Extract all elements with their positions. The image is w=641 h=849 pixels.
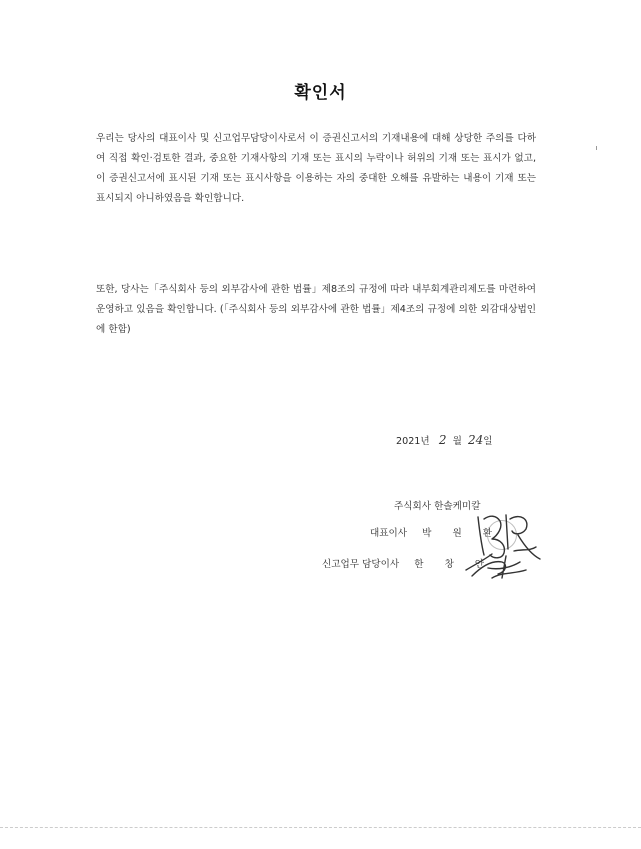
ceo-title: 대표이사 bbox=[370, 528, 408, 539]
officer-handwritten-signature bbox=[462, 548, 532, 582]
date-day-value: 24 bbox=[467, 433, 484, 447]
company-name: 주식회사 한솔케미칼 bbox=[394, 501, 481, 512]
confirmation-paragraph: 우리는 당사의 대표이사 및 신고업무담당이사로서 이 증권신고서의 기재내용에 대해 상당한 주의를 다하여 직접 확인·검토한 결과, 중요한 기재사항의 기재 또는 표시의 누락이나 허위의 기재 또는 표시가 없고, 이 증권신고서에 표시된 기재 또는 표시사항을 이용하는 자의 중대한 오해를 유발하는 내용이 기재 또는 표시되지 아니하였음을 확인합니다. bbox=[96, 133, 536, 204]
date-year: 2021년 bbox=[396, 436, 430, 447]
date-day-label: 일 bbox=[483, 436, 493, 447]
officer-name: 한 창 안 bbox=[414, 559, 494, 570]
signing-date bbox=[396, 433, 493, 447]
officer-title: 신고업무 담당이사 bbox=[322, 559, 400, 570]
date-month-value: 2 bbox=[438, 433, 447, 447]
page-title: 확인서 bbox=[294, 83, 347, 103]
ceo-name: 박 원 환 bbox=[422, 528, 502, 539]
page-bottom-line bbox=[0, 827, 641, 828]
internal-control-paragraph: 또한, 당사는「주식회사 등의 외부감사에 관한 법률」제8조의 규정에 따라 내부회계관리제도를 마련하여 운영하고 있음을 확인합니다. (「주식회사 등의 외부감사에 관한 법률」제4조의 규정에 의한 외감대상법인에 한함) bbox=[96, 284, 536, 335]
date-month-label: 월 bbox=[452, 436, 462, 447]
margin-mark bbox=[596, 146, 597, 150]
